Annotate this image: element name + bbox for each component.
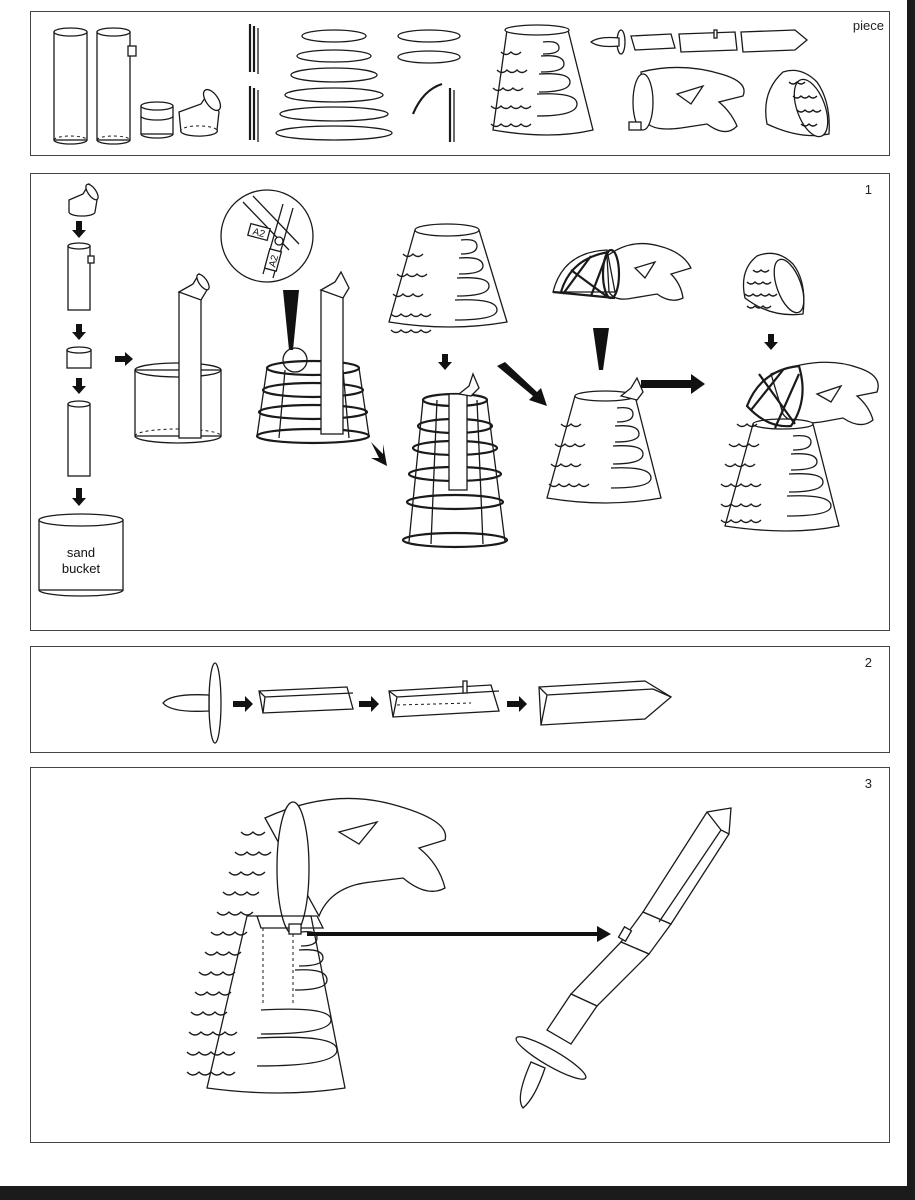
head-cap	[744, 253, 810, 316]
step1-label: 1	[864, 182, 872, 197]
right-arrow	[507, 696, 527, 712]
elbow-piece	[69, 182, 100, 216]
sword-blade-piece	[539, 681, 671, 725]
right-arrow	[233, 696, 253, 712]
step3-panel	[30, 767, 890, 1143]
wire-snake-head	[553, 244, 691, 301]
sword-pieces	[591, 30, 807, 54]
right-arrow	[307, 926, 611, 942]
body-with-elbow	[547, 378, 661, 503]
hoop-rings-piece	[276, 30, 392, 140]
sand-bucket	[39, 514, 123, 596]
down-arrow	[72, 378, 86, 394]
step2-label: 2	[864, 655, 872, 670]
down-arrow	[72, 324, 86, 340]
down-arrow	[72, 221, 86, 238]
ring-piece	[67, 347, 91, 368]
bucket-with-tube	[135, 272, 221, 443]
sword-handle-piece	[163, 663, 221, 743]
assembled-sword	[512, 808, 731, 1108]
diagonal-arrow	[497, 362, 547, 406]
step2-panel	[30, 646, 890, 753]
step3-label: 3	[864, 776, 872, 791]
sword-grip-piece	[389, 681, 499, 717]
step1-drawing	[31, 174, 889, 630]
tube-piece	[54, 28, 87, 144]
callout-code-1: A2	[251, 226, 267, 241]
head-cap-piece	[766, 70, 835, 141]
rods-piece	[250, 24, 258, 142]
sand-bucket-label-line2: bucket	[61, 561, 101, 576]
right-arrow	[359, 696, 379, 712]
step3-drawing	[31, 768, 889, 1142]
ring-piece	[141, 102, 173, 138]
elbow-piece	[179, 87, 224, 136]
right-arrow	[641, 374, 705, 394]
tube-with-tab-piece	[97, 28, 136, 144]
down-arrow	[764, 334, 778, 350]
wire-frame-assembly	[257, 272, 369, 443]
scaled-body	[389, 224, 507, 333]
down-arrow	[438, 354, 452, 370]
tall-wire-frame	[403, 374, 507, 547]
right-arrow	[115, 352, 133, 366]
pieces-drawing	[31, 12, 889, 155]
serpent-statue	[187, 798, 446, 1093]
sand-bucket-label-line1: sand	[66, 545, 96, 560]
small-rings-piece	[398, 30, 460, 142]
diagonal-arrow	[371, 442, 387, 466]
pieces-panel-label: piece	[852, 18, 884, 33]
step2-drawing	[31, 647, 889, 752]
down-arrow	[72, 488, 86, 506]
down-pointer	[593, 328, 609, 370]
step1-panel	[30, 173, 890, 631]
final-assembly	[721, 362, 878, 531]
scaled-body-piece	[491, 25, 593, 135]
down-pointer	[283, 290, 299, 350]
pieces-panel	[30, 11, 890, 156]
snake-head-piece	[629, 67, 744, 131]
detail-callout	[221, 190, 313, 282]
sword-guard-piece	[259, 687, 353, 713]
callout-code-2: A2	[267, 253, 282, 269]
tube-piece	[68, 401, 90, 476]
tube-with-tab-piece	[68, 243, 94, 310]
